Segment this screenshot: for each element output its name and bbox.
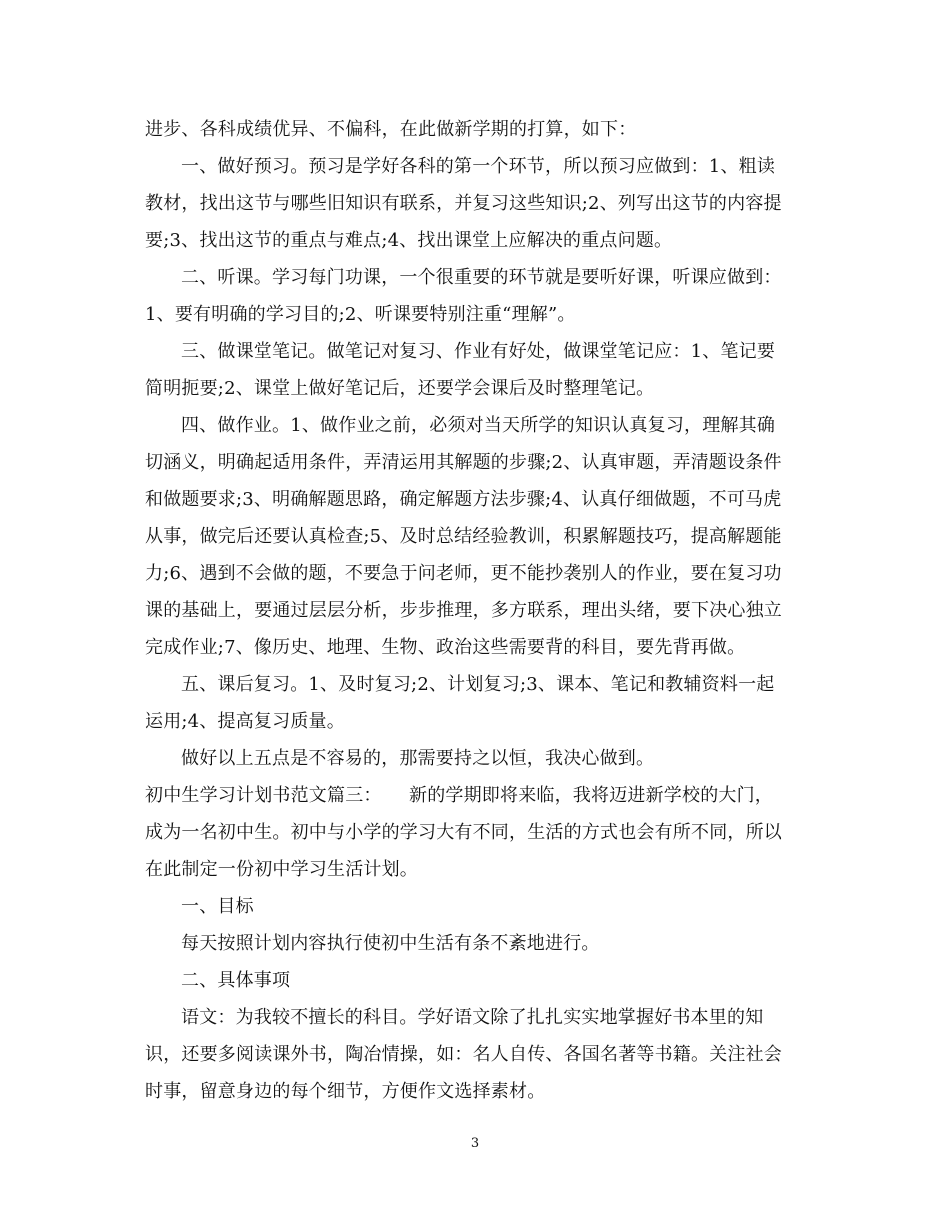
- subheading-line: 二、具体事项: [181, 970, 291, 991]
- text-line: 识，还要多阅读课外书，陶冶情操，如：名人自传、各国名著等书籍。关注社会: [145, 1044, 782, 1065]
- page-number: 3: [470, 1136, 480, 1151]
- text-line: 完成作业;7、像历史、地理、生物、政治这些需要背的科目，要先背再做。: [145, 637, 746, 658]
- text-line: 成为一名初中生。初中与小学的学习大有不同，生活的方式也会有所不同，所以: [145, 822, 782, 843]
- text-line: 三、做课堂笔记。做笔记对复习、作业有好处，做课堂笔记应：1、笔记要: [181, 341, 776, 362]
- text-line: 一、做好预习。预习是学好各科的第一个环节，所以预习应做到：1、粗读: [181, 156, 776, 177]
- text-line: 做好以上五点是不容易的，那需要持之以恒，我决心做到。: [181, 748, 655, 769]
- text-line: 五、课后复习。1、及时复习;2、计划复习;3、课本、笔记和教辅资料一起: [181, 674, 775, 695]
- section-heading-line: 初中生学习计划书范文篇三： 新的学期即将来临，我将迈进新学校的大门，: [145, 785, 773, 806]
- subheading-line: 一、目标: [181, 896, 254, 917]
- text-line: 二、听课。学习每门功课，一个很重要的环节就是要听好课，听课应做到：: [181, 267, 782, 288]
- text-line: 每天按照计划内容执行使初中生活有条不紊地进行。: [181, 933, 600, 954]
- text-line: 简明扼要;2、课堂上做好笔记后，还要学会课后及时整理笔记。: [145, 378, 655, 399]
- text-line: 语文：为我较不擅长的科目。学好语文除了扎扎实实地掌握好书本里的知: [181, 1007, 764, 1028]
- text-line: 1、要有明确的学习目的;2、听课要特别注重“理解”。: [145, 304, 576, 325]
- text-line: 进步、各科成绩优异、不偏科，在此做新学期的打算，如下：: [145, 119, 637, 140]
- text-line: 运用;4、提高复习质量。: [145, 711, 345, 732]
- text-line: 时事，留意身边的每个细节，方便作文选择素材。: [145, 1081, 546, 1102]
- text-line: 教材，找出这节与哪些旧知识有联系，并复习这些知识;2、列写出这节的内容提: [145, 193, 782, 214]
- text-line: 切涵义，明确起适用条件，弄清运用其解题的步骤;2、认真审题，弄清题设条件: [145, 452, 782, 473]
- text-line: 从事，做完后还要认真检查;5、及时总结经验教训，积累解题技巧，提高解题能: [145, 526, 782, 547]
- text-line: 力;6、遇到不会做的题，不要急于问老师，更不能抄袭别人的作业，要在复习功: [145, 563, 782, 584]
- text-line: 在此制定一份初中学习生活计划。: [145, 859, 418, 880]
- text-line: 和做题要求;3、明确解题思路，确定解题方法步骤;4、认真仔细做题，不可马虎: [145, 489, 782, 510]
- text-line: 课的基础上，要通过层层分析，步步推理，多方联系，理出头绪，要下决心独立: [145, 600, 782, 621]
- text-line: 四、做作业。1、做作业之前，必须对当天所学的知识认真复习，理解其确: [181, 415, 776, 436]
- text-line: 要;3、找出这节的重点与难点;4、找出课堂上应解决的重点问题。: [145, 230, 673, 251]
